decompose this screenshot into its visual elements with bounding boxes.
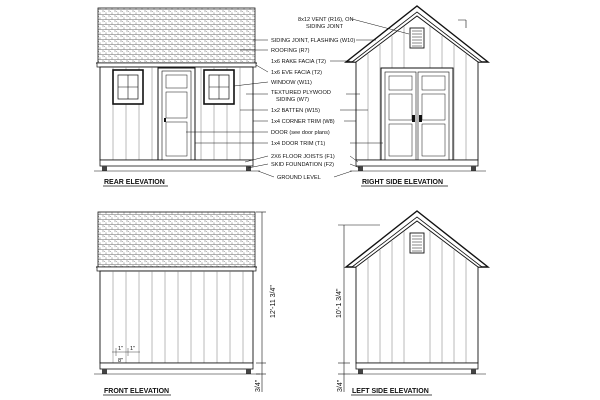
right-side-elevation	[346, 6, 488, 186]
front-height-label: 12'-11 3/4"	[270, 285, 277, 318]
right-side-elevation-title: RIGHT SIDE ELEVATION	[362, 179, 444, 186]
right-double-door	[381, 68, 453, 160]
callout-window: WINDOW (W11)	[271, 80, 312, 86]
callout-roofing: ROOFING (R7)	[271, 48, 310, 54]
callout-plywood-line2: SIDING (W7)	[276, 97, 309, 103]
callout-floor-joists: 2X6 FLOOR JOISTS (F1)	[271, 154, 335, 160]
rear-door	[158, 68, 195, 160]
callout-door: DOOR (see door plans)	[271, 130, 330, 136]
rear-elevation	[94, 8, 260, 186]
callout-eve-facia: 1x6 EVE FACIA (T2)	[271, 70, 322, 76]
callout-plywood-line1: TEXTURED PLYWOOD	[271, 90, 331, 96]
left-side-elevation-title: LEFT SIDE ELEVATION	[352, 388, 429, 395]
rear-window-left	[113, 70, 143, 104]
callout-door-trim: 1x4 DOOR TRIM (T1)	[271, 141, 326, 147]
left-floor-band	[356, 363, 478, 369]
rear-floor-band	[100, 160, 253, 166]
callout-labels	[271, 17, 355, 181]
callout-batten: 1x2 BATTEN (W15)	[271, 108, 321, 114]
left-side-elevation	[336, 211, 488, 395]
right-vent-icon	[410, 28, 424, 48]
front-roof	[98, 212, 255, 267]
rear-roof	[98, 8, 255, 63]
rear-elevation-title: REAR ELEVATION	[104, 179, 165, 186]
front-fascia	[97, 267, 256, 271]
callout-vent-line1: 8x12 VENT (R16), ON	[298, 17, 354, 23]
left-height-label: 10'-1 3/4"	[336, 288, 343, 318]
left-base-label: 3/4"	[337, 379, 344, 392]
callout-rake-facia: 1x6 RAKE FACIA (T2)	[271, 59, 327, 65]
svg-text:1": 1"	[118, 346, 124, 352]
front-height-dimension	[255, 212, 277, 392]
rear-window-right	[204, 70, 234, 104]
front-base-label: 3/4"	[255, 379, 262, 392]
left-vent-icon	[410, 233, 424, 253]
right-floor-band	[356, 160, 478, 166]
svg-text:8": 8"	[118, 358, 124, 364]
front-elevation	[94, 212, 277, 395]
front-elevation-title: FRONT ELEVATION	[104, 388, 170, 395]
callout-ground-level: GROUND LEVEL	[277, 175, 321, 181]
callout-skid-foundation: SKID FOUNDATION (F2)	[271, 162, 334, 168]
rear-fascia	[97, 63, 256, 67]
callout-corner-trim: 1x4 CORNER TRIM (W8)	[271, 119, 335, 125]
svg-text:1": 1"	[130, 346, 136, 352]
callout-vent-line2: SIDING JOINT	[306, 24, 343, 30]
callout-siding-joint: SIDING JOINT, FLASHING (W10)	[271, 38, 356, 44]
